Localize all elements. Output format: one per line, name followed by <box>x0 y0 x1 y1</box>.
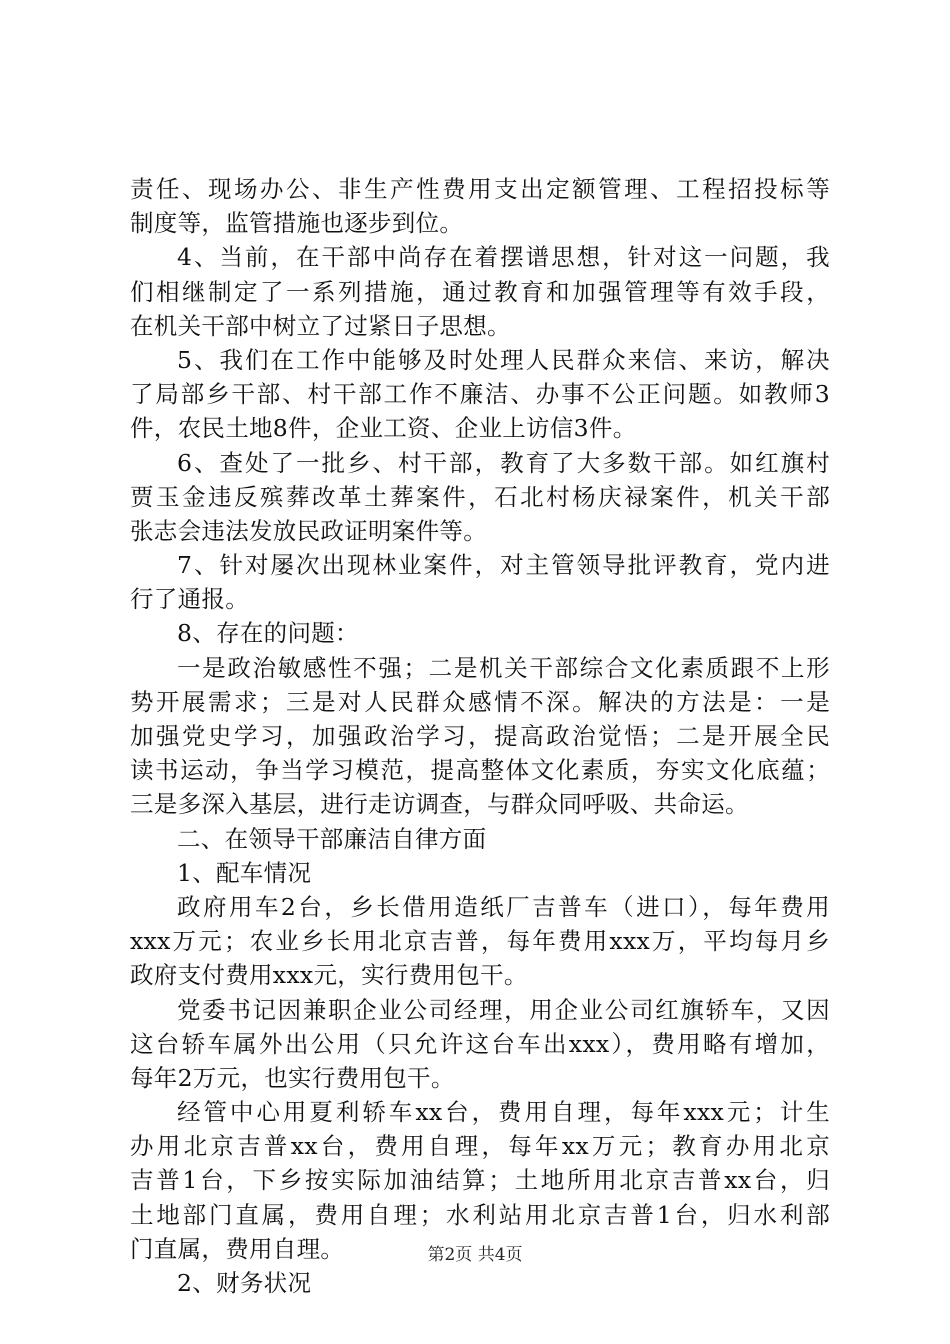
subsection-heading-finance: 2、财务状况 <box>177 1269 312 1297</box>
text-line-16: 势开展需求；三是对人民群众感情不深。解决的方法是：一是 <box>130 687 830 716</box>
text-line-30: 吉普1台，下乡按实际加油结算；土地所用北京吉普xx台，归 <box>130 1166 830 1195</box>
text-line-23: xxx万元；农业乡长用北京吉普，每年费用xxx万，平均每月乡 <box>130 927 830 956</box>
text-line-32: 门直属，费用自理。 <box>130 1234 345 1263</box>
text-line-25: 党委书记因兼职企业公司经理，用企业公司红旗轿车，又因 <box>177 995 830 1024</box>
document-body <box>130 172 830 1300</box>
text-line-18: 读书运动，争当学习模范，提高整体文化素质，夯实文化底蕴； <box>130 756 830 785</box>
text-line-4: 们相继制定了一系列措施，通过教育和加强管理等有效手段， <box>130 277 830 306</box>
text-line-14: 8、存在的问题： <box>177 619 359 648</box>
text-line-10: 贾玉金违反殡葬改革土葬案件，石北村杨庆禄案件，机关干部 <box>130 482 830 511</box>
text-line-1: 责任、现场办公、非生产性费用支出定额管理、工程招投标等 <box>130 175 830 203</box>
text-line-7: 了局部乡干部、村干部工作不廉洁、办事不公正问题。如教师3 <box>130 380 830 409</box>
text-line-13: 行了通报。 <box>130 585 249 614</box>
text-line-31: 土地部门直属，费用自理；水利站用北京吉普1台，归水利部 <box>130 1200 830 1229</box>
text-line-3: 4、当前，在干部中尚存在着摆谱思想，针对这一问题，我 <box>177 243 830 272</box>
text-line-8: 件，农民土地8件，企业工资、企业上访信3件。 <box>130 414 637 443</box>
text-line-28: 经管中心用夏利轿车xx台，费用自理，每年xxx元；计生 <box>177 1098 830 1127</box>
text-line-24: 政府支付费用xxx元，实行费用包干。 <box>130 961 528 990</box>
text-line-17: 加强党史学习，加强政治学习，提高政治觉悟；二是开展全民 <box>130 722 830 750</box>
text-line-5: 在机关干部中树立了过紧日子思想。 <box>130 311 511 340</box>
text-line-15: 一是政治敏感性不强；二是机关干部综合文化素质跟不上形 <box>177 653 830 682</box>
text-line-2: 制度等，监管措施也逐步到位。 <box>130 209 464 238</box>
text-line-9: 6、查处了一批乡、村干部，教育了大多数干部。如红旗村 <box>177 448 830 477</box>
text-line-22: 政府用车2台，乡长借用造纸厂吉普车（进口），每年费用 <box>177 892 830 921</box>
text-line-19: 三是多深入基层，进行走访调查，与群众同呼吸、共命运。 <box>130 790 749 819</box>
text-line-11: 张志会违法发放民政证明案件等。 <box>130 516 487 545</box>
text-line-12: 7、针对屡次出现林业案件，对主管领导批评教育，党内进 <box>177 551 830 580</box>
text-line-29: 办用北京吉普xx台，费用自理，每年xx万元；教育办用北京 <box>130 1132 830 1161</box>
page-footer: 第2页 共4页 <box>427 1245 523 1265</box>
text-line-6: 5、我们在工作中能够及时处理人民群众来信、来访，解决 <box>177 345 830 374</box>
subsection-heading-vehicles: 1、配车情况 <box>177 858 312 887</box>
text-line-26: 这台轿车属外出公用（只允许这台车出xxx），费用略有增加， <box>130 1029 830 1058</box>
text-line-27: 每年2万元，也实行费用包干。 <box>130 1063 455 1092</box>
section-heading: 二、在领导干部廉洁自律方面 <box>177 824 487 853</box>
